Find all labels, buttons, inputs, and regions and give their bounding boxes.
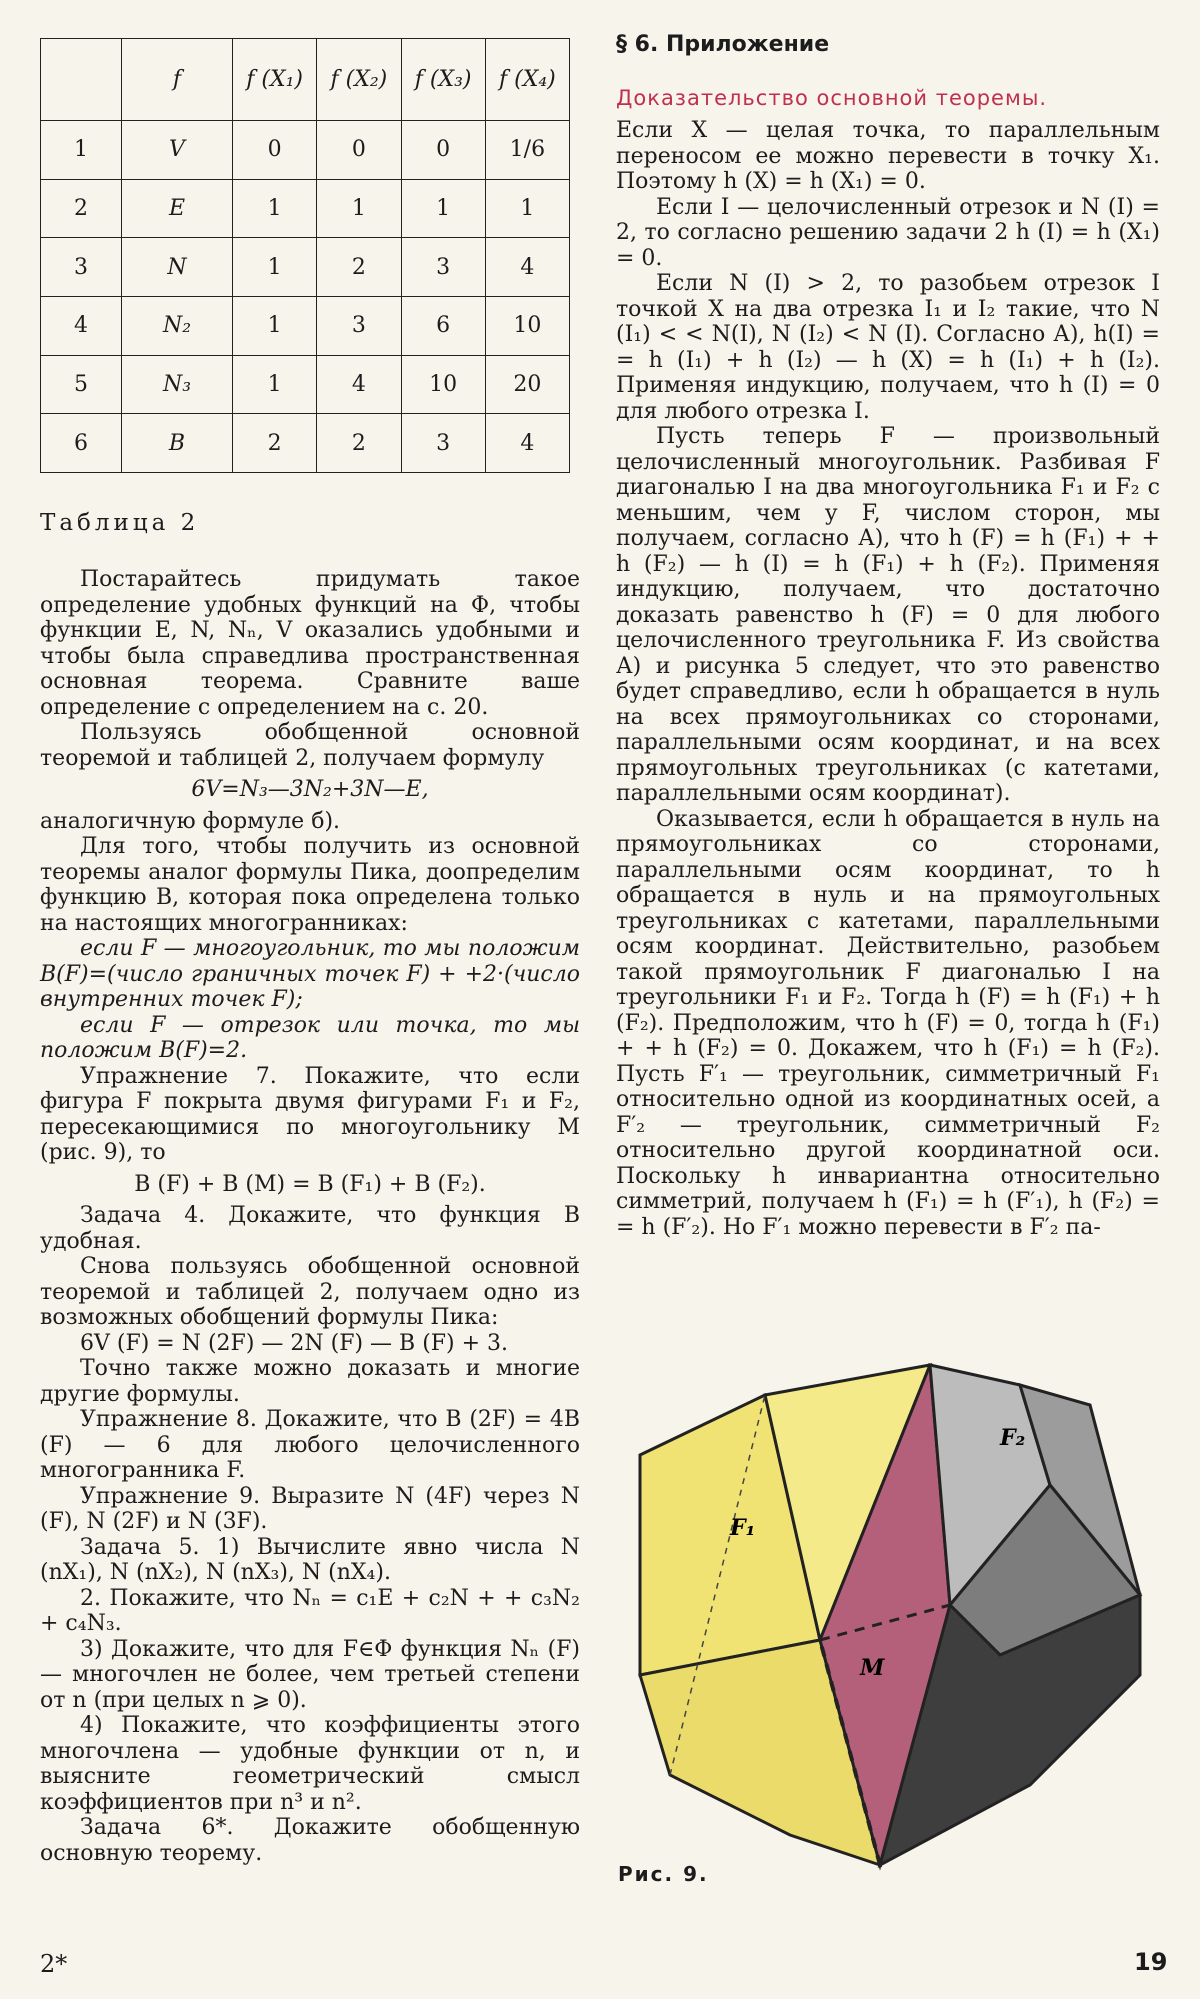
problem-part: 3) Докажите, что для F∈Φ функция Nₙ (F) — многочлен не более, чем третьей степени от n (при целых n ⩾ 0).	[40, 1636, 580, 1713]
table-cell: 1	[485, 179, 569, 238]
paragraph: Если I — целочисленный отрезок и N (I) = 2, то согласно решению задачи 2 h (I) = h (X₁) = 0.	[616, 194, 1160, 271]
paragraph: Если N (I) > 2, то разобьем отрезок I точкой X на два отрезка I₁ и I₂ такие, что N (I₁) < < N(I), N (I₂) < N (I). Согласно А), h(I) = = h (I₁) + h (I₂) — h (X) = h (I₁) + h (I₂). Применяя индукцию, получаем, что h (I) = 0 для любого отрезка I.	[616, 271, 1160, 424]
problem: Задача 4. Докажите, что функция B удобная.	[40, 1203, 580, 1254]
right-column	[616, 118, 1160, 1240]
table-cell: N₃	[122, 355, 233, 414]
table-header-cell: f	[122, 39, 233, 121]
polyhedron-figure	[610, 1345, 1170, 1900]
table-cell: 1	[317, 179, 401, 238]
table-cell: 3	[41, 238, 122, 297]
table-cell: 10	[401, 355, 485, 414]
table-cell: 4	[317, 355, 401, 414]
page-number: 19	[1134, 1948, 1168, 1976]
table-header-cell: f (X₁)	[233, 39, 317, 121]
table-row	[41, 355, 570, 414]
table-cell: 4	[485, 238, 569, 297]
table-caption: Таблица 2	[40, 510, 200, 536]
table-header-cell: f (X₃)	[401, 39, 485, 121]
table-cell: 5	[41, 355, 122, 414]
paragraph: Снова пользуясь обобщенной основной теоремой и таблицей 2, получаем одно из возможных обобщений формулы Пика:	[40, 1254, 580, 1330]
table-cell: B	[122, 414, 233, 473]
formula: B (F) + B (M) = B (F₁) + B (F₂).	[134, 1171, 486, 1197]
paragraph: Пользуясь обобщенной основной теоремой и таблицей 2, получаем формулу	[40, 720, 580, 771]
paragraph: Пусть теперь F — произвольный целочисленный многоугольник. Разбивая F диагональю I на два многоугольника F₁ и F₂ с меньшим, чем у F, числом сторон, мы получаем, согласно А), что h (F) = h (F₁) + + h (F₂) — h (I) = h (F₁) + h (F₂). Применяя индукцию, получаем, что достаточно доказать равенство h (F) = 0 для любого целочисленного треугольника F. Из свойства А) и рисунка 5 следует, что это равенство будет справедливо, если h обращается в нуль на всех прямоугольниках со сторонами, параллельными осям координат, и на всех прямоугольных треугольниках (с катетами, параллельными осям координат).	[616, 424, 1160, 806]
table-cell: N	[122, 238, 233, 297]
table-cell: 0	[401, 120, 485, 179]
table-header-cell: f (X₂)	[317, 39, 401, 121]
table-header-cell	[41, 39, 122, 121]
table-cell: 3	[401, 414, 485, 473]
table-cell: 3	[401, 238, 485, 297]
table-cell: 6	[41, 414, 122, 473]
exercise: Упражнение 7. Покажите, что если фигура F покрыта двумя фигурами F₁ и F₂, пересекающимися по многоугольнику M (рис. 9), то	[40, 1063, 580, 1165]
paragraph: Для того, чтобы получить из основной теоремы аналог формулы Пика, доопределим функцию B, которая пока определена только на настоящих многогранниках:	[40, 834, 580, 936]
table-cell: 20	[485, 355, 569, 414]
table-cell: 1	[401, 179, 485, 238]
table-cell: E	[122, 179, 233, 238]
table-cell: 1	[233, 179, 317, 238]
table-row	[41, 179, 570, 238]
table-cell: 1/6	[485, 120, 569, 179]
table-cell: 2	[233, 414, 317, 473]
formula: 6V (F) = N (2F) — 2N (F) — B (F) + 3.	[80, 1330, 509, 1356]
paragraph: Точно также можно доказать и многие другие формулы.	[40, 1356, 580, 1407]
table-cell: 1	[233, 296, 317, 355]
table-cell: 4	[485, 414, 569, 473]
paragraph: аналогичную формуле б).	[40, 808, 341, 834]
problem: Задача 5. 1) Вычислите явно числа N (nX₁), N (nX₂), N (nX₃), N (nX₄).	[40, 1534, 580, 1585]
data-table	[40, 38, 570, 473]
table-cell: 2	[317, 238, 401, 297]
figure-label-m: M	[860, 1655, 885, 1681]
table-cell: 6	[401, 296, 485, 355]
table-cell: 2	[317, 414, 401, 473]
table-header-cell: f (X₄)	[485, 39, 569, 121]
figure-caption: Рис. 9.	[618, 1862, 709, 1886]
problem: Задача 6*. Докажите обобщенную основную теорему.	[40, 1815, 580, 1866]
left-column	[40, 567, 580, 1866]
table-cell: 0	[317, 120, 401, 179]
table-cell: 0	[233, 120, 317, 179]
table-cell: 2	[41, 179, 122, 238]
table-cell: 1	[233, 355, 317, 414]
table-header-row	[41, 39, 570, 121]
table-cell: 1	[233, 238, 317, 297]
definition-item: если F — многоугольник, то мы положим B(F)=(число граничных точек F) + +2·(число внутренних точек F);	[40, 936, 580, 1012]
problem-part: 4) Покажите, что коэффициенты этого многочлена — удобные функции от n, и выясните геометрический смысл коэффициентов при n³ и n².	[40, 1713, 580, 1815]
definition-item: если F — отрезок или точка, то мы положим B(F)=2.	[40, 1012, 580, 1063]
problem-part: 2. Покажите, что Nₙ = c₁E + c₂N + + c₃N₂ + c₄N₃.	[40, 1585, 580, 1636]
exercise: Упражнение 9. Выразите N (4F) через N (F), N (2F) и N (3F).	[40, 1483, 580, 1534]
table-cell: 10	[485, 296, 569, 355]
table-row	[41, 238, 570, 297]
table-row	[41, 296, 570, 355]
paragraph: Постарайтесь придумать такое определение удобных функций на Φ, чтобы функции E, N, Nₙ, V оказались удобными и чтобы была справедлива пространственная основная теорема. Сравните ваше определение с определением на с. 20.	[40, 567, 580, 720]
table-row	[41, 120, 570, 179]
table-cell: V	[122, 120, 233, 179]
exercise: Упражнение 8. Докажите, что B (2F) = 4B (F) — 6 для любого целочисленного многогранника F.	[40, 1407, 580, 1483]
figure-label-f1: F₁	[730, 1515, 756, 1541]
subsection-title: Доказательство основной теоремы.	[616, 86, 1048, 110]
table-cell: 1	[41, 120, 122, 179]
table-cell: 3	[317, 296, 401, 355]
paragraph: Если X — целая точка, то параллельным переносом ее можно перевести в точку X₁. Поэтому h (X) = h (X₁) = 0.	[616, 118, 1160, 194]
formula: 6V=N₃—3N₂+3N—E,	[191, 777, 429, 802]
table-cell: 4	[41, 296, 122, 355]
table-row	[41, 414, 570, 473]
section-title: § 6. Приложение	[616, 32, 830, 57]
signature-mark: 2*	[40, 1950, 68, 1978]
figure-label-f2: F₂	[1000, 1425, 1026, 1451]
paragraph: Оказывается, если h обращается в нуль на прямоугольниках со сторонами, параллельными осям координат, то h обращается в нуль и на прямоугольных треугольниках с катетами, параллельными осям координат. Действительно, разобьем такой прямоугольник F диагональю I на треугольники F₁ и F₂. Тогда h (F) = h (F₁) + h (F₂). Предположим, что h (F) = 0, тогда h (F₁) + + h (F₂) = 0. Докажем, что h (F₁) = h (F₂). Пусть F′₁ — треугольник, симметричный F₁ относительно одной из координатных осей, а F′₂ — треугольник, симметричный F₂ относительно другой координатной оси. Поскольку h инвариантна относительно симметрий, получаем h (F₁) = h (F′₁), h (F₂) = = h (F′₂). Но F′₁ можно перевести в F′₂ па-	[616, 806, 1160, 1240]
table-cell: N₂	[122, 296, 233, 355]
